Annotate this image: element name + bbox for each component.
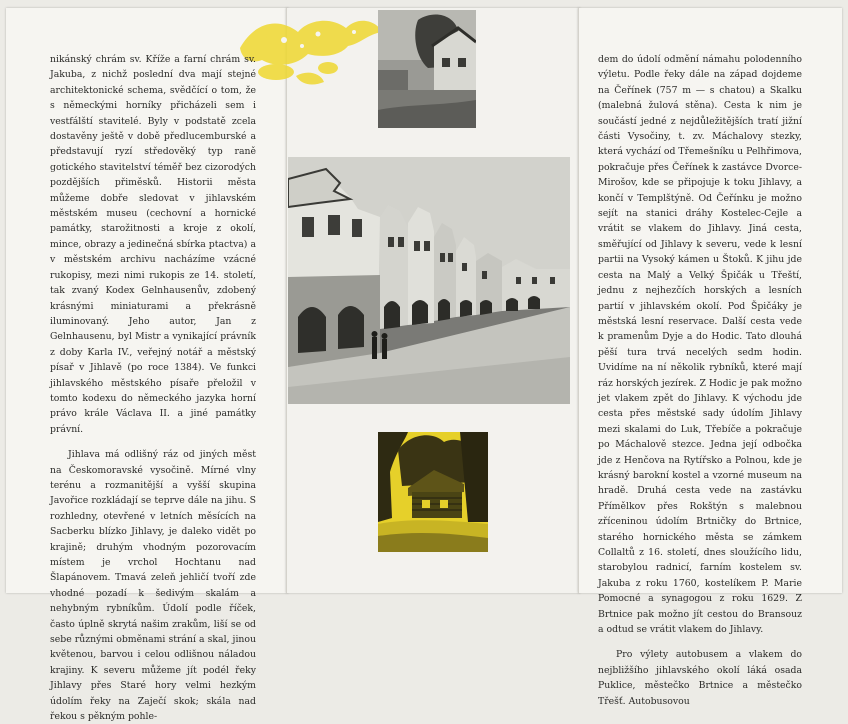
fold-line [578,8,579,593]
right-text-column [598,52,802,709]
yellow-ornament-decoration [236,10,386,90]
fold-line [286,8,287,593]
right-paragraph-1: dem do údolí odmění námahu polodenního výletu. Podle řeky dále na západ dojdeme na Čeřínek (757 m — s chatou) a Skalku (malebná žulová stěna). Cesta k nim je součástí jedné z nejdůležitějších tratí jižní části Vysočiny, t. zv. Máchalovy stezky, která vychází od Třemešníku u Pelhřimova, pokračuje přes Čeřínek k zastávce Dvorce-Mirošov, kde se připojuje k toku Jihlavy, a končí v Templštýně. Od Čeřínku je možno sejít na stanici dráhy Kostelec-Cejle a vrátit se vlakem do Jihlavy. Jiná cesta, směřující od Jihlavy k severu, vede k lesní partii na Vysoký kámen u Štoků. K jihu jde cesta na Malý a Velký Špičák u Třeští, jednu z nejhezčích horských a lesních partií v jihlavském okolí. Pod Špičáky je městská lesní reservace. Další cesta vede k pramenům Dyje a do Hodic. Tato dlouhá pěší tura trvá necelých sedm hodin. Uvidíme na ní několik rybníků, které mají ráz horských jezírek. Z Hodic je pak možno jet vlakem zpět do Jihlavy. K východu jde cesta přes městské sady údolím Jihlavy mezi skalami do Luk, Třebíče a pokračuje po Máchalově stezce. Jedna její odbočka jde z Henčova na Rytířsko a Polnou, kde je krásný barokní kostel a vzorné museum na hradě. Druhá cesta vede na zastávku Přímělkov přes Rokštýn s malebnou zříceninou údolím Brtničky do Brtnice, starého hornického města se zámkem Collaltů z 16. století, dnes sloužícího lidu, starobylou radnicí, farním kostelem sv. Jakuba z roku 1760, kostelíkem P. Marie Pomocné a synagogou z roku 1629. Z Brtnice pak možno jít cestou do Bransouz a odtud se vrátit vlakem do Jihlavy. [598,54,802,636]
left-paragraph-2: Jihlava má odlišný ráz od jiných měst na Českomoravské vysočině. Mírné vlny terénu a rozmanitější a vyšší skupina Javořice rozkládají se teprve dále na jihu. S rozhledny, otevřené v letních měsících na Sacberku blízko Jihlavy, je daleko vidět po krajině; druhým vhodným pozorovacím místem je vrchol Hochtanu nad Šlapánovem. Tmavá zeleň jehličí tvoří zde vhodné pozadí k šedivým skalám a nehybným rybníkům. Údolí podle říček, často úplně skrytá našim zrakům, liší se od sebe různými obměnami strání a skal, jinou květenou, barvou i celou odlišnou náladou krajiny. K severu můžeme jít podél řeky Jihlavy přes Staré hory velmi hezkým údolím řeky na Zaječí skok; skála nad řekou s pěkným pohle- [50,449,256,723]
wooden-cottage-in-forest-photo [378,432,488,552]
village-house-photo [378,10,476,128]
left-text-column [50,52,256,724]
town-square-arcade-houses-photo [288,157,570,404]
left-paragraph-1: nikánský chrám sv. Kříže a farní chrám sv. Jakuba, z nichž poslední dva mají stejné architektonické schema, svědčící o tom, že s německými horníky přicházeli sem i vestfálští stavitelé. Byly v podstatě zcela dostavěny ještě v době předlucemburské a představují ryzí středověký typ raně gotického stavitelství téměř bez cizorodých pozdějších přiměsků. Historii města můžeme dobře sledovat v jihlavském městském museu (cechovní a hornické památky, starožitnosti a kroje z okolí, mince, obrazy a jedinečná sbírka ptactva) a v městském archivu nacházíme vzácné rukopisy, mezi nimi rukopis ze 14. století, tak zvaný Kodex Gelnhausenův, zdobený krásnými miniaturami a překrásně iluminovaný. Jeho autor, Jan z Gelnhausenu, byl Mistr a vynikající právník z doby Karla IV., veřejný notář a městský písař v Jihlavě (po roce 1384). Ve funkci jihlavského městského písaře přeložil v tomto kodexu do německého jazyka horní právo krále Václava II. a jiné památky právní. [50,54,256,435]
right-paragraph-2: Pro výlety autobusem a vlakem do nejbližšího jihlavského okolí láká osada Puklice, městečko Brtnice a městečko Třešť. Autobusovou [598,649,802,707]
